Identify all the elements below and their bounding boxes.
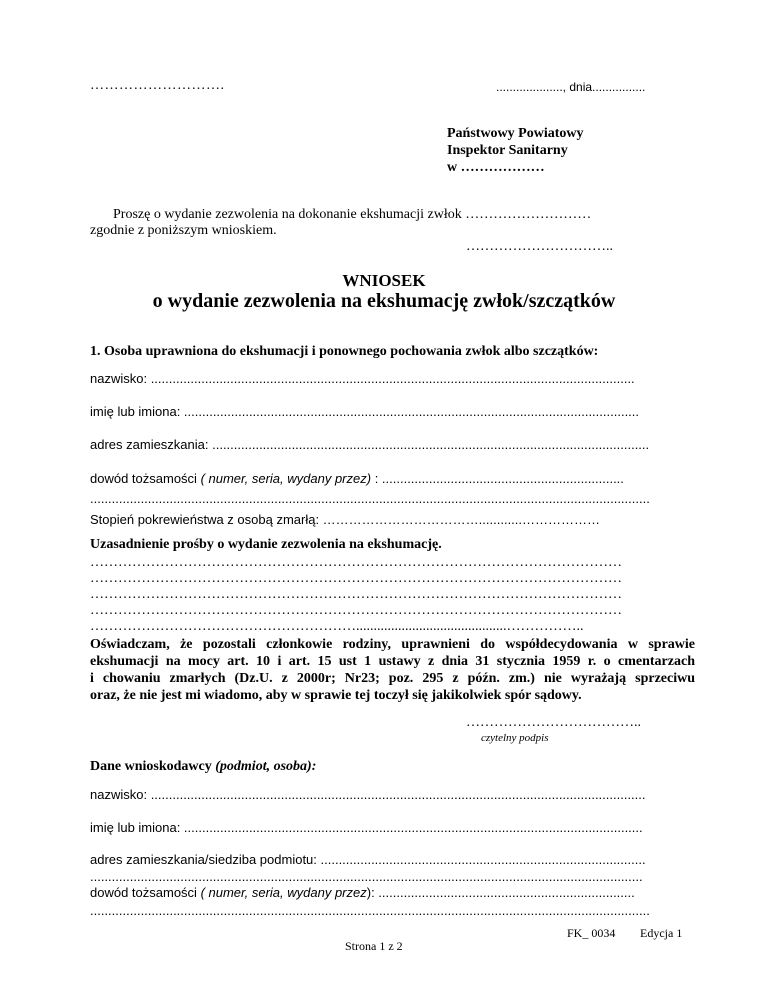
section1-dowod-italic: ( numer, seria, wydany przez) [200,471,372,486]
applicant-dowod-rest: ): ....................................................................... [366,885,635,900]
applicant-dowod-cont: ........................................................................................................................................................... [90,903,650,918]
applicant-dowod-italic: ( numer, seria, wydany przez [200,885,367,900]
declaration [90,636,695,704]
section1-dowod [90,471,624,486]
justification-line: …………………………………………………………………………………………………… [90,555,622,570]
applicant-dowod [90,885,635,900]
section1-dowod-label: dowód tożsamości [90,471,201,486]
applicant-nazwisko: nazwisko: ......................................................................................................................................... [90,787,646,802]
justification-lines [90,555,695,635]
recipient-line-2: Inspektor Sanitarny [447,143,568,158]
intro-dots: ………………………….. [466,239,613,254]
section1-nazwisko: nazwisko: ...................................................................................................................................... [90,371,635,386]
applicant-imie: imię lub imiona: ............................................................................................................................... [90,820,643,835]
justification-line: …………………………………………………...........................................…………….. [90,619,584,634]
section1-adres: adres zamieszkania: ......................................................................................................................... [90,437,650,452]
justification-heading: Uzasadnienie prośby o wydanie zezwolenia na ekshumację. [90,537,442,552]
section1-dowod-cont: ........................................................................................................................................................... [90,491,650,506]
recipient-line-1: Państwowy Powiatowy [447,126,584,141]
applicant-heading-bold: Dane wnioskodawcy [90,759,216,774]
intro-line-1: Proszę o wydanie zezwolenia na dokonanie ekshumacji zwłok ……………………… [113,207,592,222]
applicant-dowod-label: dowód tożsamości [90,885,201,900]
section1-pokrewienstwo: Stopień pokrewieństwa z osobą zmarłą: ………………………………............……………… [90,512,601,527]
form-code: FK_ 0034 [567,926,616,940]
intro-line-2: zgodnie z poniższym wnioskiem. [90,223,277,238]
declaration-line: ekshumacji na mocy art. 10 i art. 15 ust 1 ustawy z dnia 31 stycznia 1959 r. o cmentarzach [90,654,695,669]
signature-label: czytelny podpis [481,732,549,744]
declaration-line: oraz, że nie jest mi wiadomo, aby w sprawie tej toczył się jakikolwiek spór sądowy. [90,688,582,703]
form-edition: Edycja 1 [640,926,683,940]
applicant-adres-cont: ......................................................................................................................................................... [90,869,643,884]
declaration-line: i chowaniu zmarłych (Dz.U. z 2000r; Nr23; poz. 295 z późn. zm.) nie wyrażają sprzeciwu [90,671,695,686]
place-date-line: ...................., dnia................ [496,80,646,94]
title-sub: o wydanie zezwolenia na ekshumację zwłok/szczątków [152,290,616,312]
page-number: Strona 1 z 2 [345,939,403,953]
applicant-adres: adres zamieszkania/siedziba podmiotu: .......................................................................................... [90,852,646,867]
section1-dowod-rest: : ................................................................... [371,471,624,486]
recipient-line-3: w ……………… [447,160,545,175]
section1-imie: imię lub imiona: .............................................................................................................................. [90,404,640,419]
recipient-block [447,125,584,176]
place-dots: ………………………. [90,78,225,93]
signature-dots: ……………………………….. [466,715,641,730]
justification-line: …………………………………………………………………………………………………… [90,603,622,618]
justification-line: …………………………………………………………………………………………………… [90,571,622,586]
declaration-line: Oświadczam, że pozostali członkowie rodziny, uprawnieni do współdecydowania w sprawie [90,637,695,652]
applicant-heading [90,759,316,775]
applicant-heading-italic: (podmiot, osoba): [215,759,317,774]
title-main: WNIOSEK [342,271,426,290]
section1-heading: 1. Osoba uprawniona do ekshumacji i ponownego pochowania zwłok albo szczątków: [90,344,599,359]
justification-line: …………………………………………………………………………………………………… [90,587,622,602]
